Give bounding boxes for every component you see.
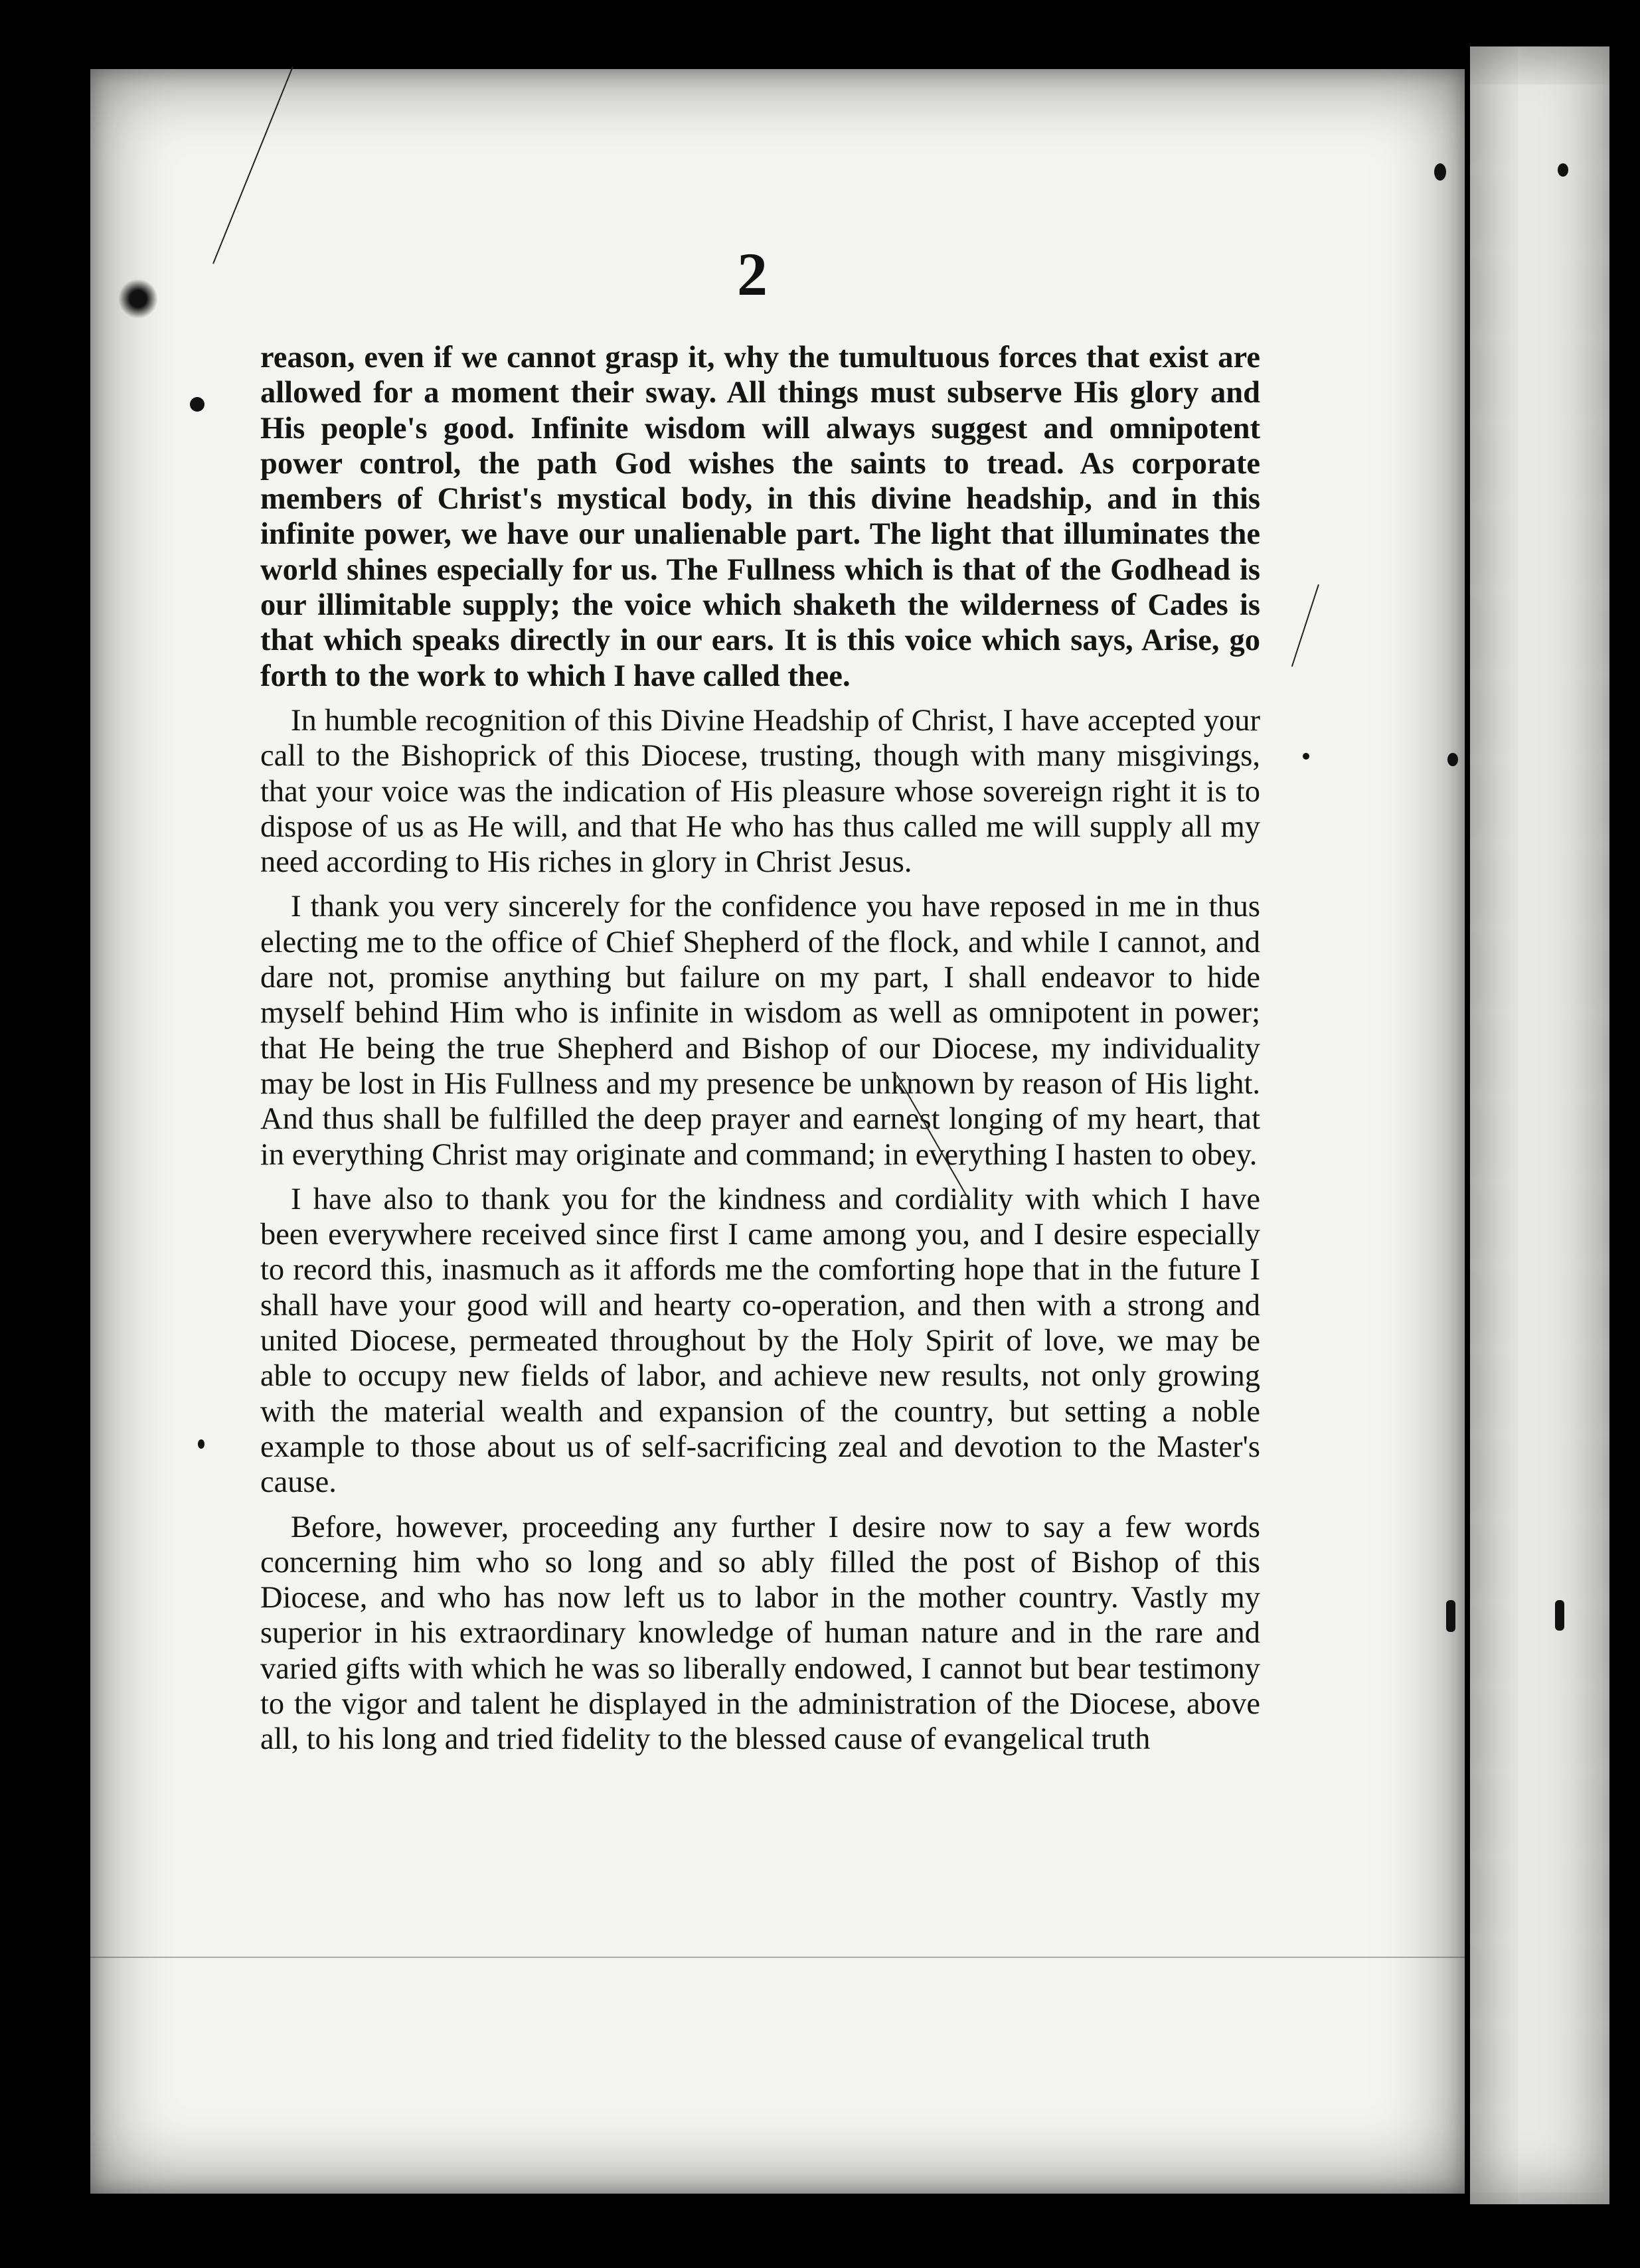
page-number: 2 [737,240,769,308]
paragraph-3: I thank you very sincerely for the confidence you have reposed in me in thus electing me to the office of Chief Shepherd of the flock, and while I cannot, and dare not, promise anything but failure on my part, I shall endeavor to hide myself behind Him who is infinite in wisdom as well as omnipotent in power; that He being the true Shepherd and Bishop of our Diocese, my individuality may be lost in His Fullness and my presence be unknown by reason of His light. And thus shall be fulfilled the deep prayer and earnest longing of my heart, that in everything Christ may originate and command; in everything I hasten to obey. [260,890,1260,1172]
ink-speck [1555,1600,1564,1631]
paragraph-5: Before, however, proceeding any further I desire now to say a few words concerning him who so long and so ably filled the post of Bishop of this Diocese, and who has now left us to labor in the mother country. Vastly my superior in his extraordinary knowledge of human nature and in the rare and varied gifts with which he was so liberally endowed, I cannot but bear testimony to the vigor and talent he displayed in the administration of the Diocese, above all, to his long and tried fidelity to the blessed cause of evangelical truth [260,1510,1260,1757]
body-text [260,340,1260,1767]
ink-speck [1434,163,1446,181]
ink-speck [198,1439,205,1449]
ink-speck [118,279,158,319]
ink-speck [1447,753,1458,766]
ink-speck [190,397,205,412]
ink-speck [1303,753,1309,760]
facing-page-edge [1470,46,1609,2204]
scratch-line [90,1957,1465,1958]
paragraph-1: reason, even if we cannot grasp it, why the tumultuous forces that exist are allowed for a moment their sway. All things must subserve His glory and His people's good. Infinite wisdom will always suggest and omnipotent power control, the path God wishes the saints to tread. As corporate members of Christ's mystical body, in this divine headship, and in this infinite power, we have our unalienable part. The light that illuminates the world shines especially for us. The Fullness which is that of the Godhead is our illimitable supply; the voice which shaketh the wilderness of Cades is that which speaks directly in our ears. It is this voice which says, Arise, go forth to the work to which I have called thee. [260,341,1260,693]
paragraph-2: In humble recognition of this Divine Headship of Christ, I have accepted your call to the Bishoprick of this Diocese, trusting, though with many misgivings, that your voice was the indication of His pleasure whose sovereign right it is to dispose of us as He will, and that He who has thus called me will supply all my need according to His riches in glory in Christ Jesus. [260,703,1260,880]
ink-speck [1446,1600,1455,1632]
ink-speck [1558,163,1568,177]
paragraph-4: I have also to thank you for the kindness and cordiality with which I have been everywhere received since first I came among you, and I desire especially to record this, inasmuch as it affords me the comforting hope that in the future I shall have your good will and hearty co-operation, and then with a strong and united Diocese, permeated throughout by the Holy Spirit of love, we may be able to occupy new fields of labor, and achieve new results, not only growing with the material wealth and expansion of the country, but setting a noble example to those about us of self-sacrificing zeal and devotion to the Master's cause. [260,1182,1260,1500]
